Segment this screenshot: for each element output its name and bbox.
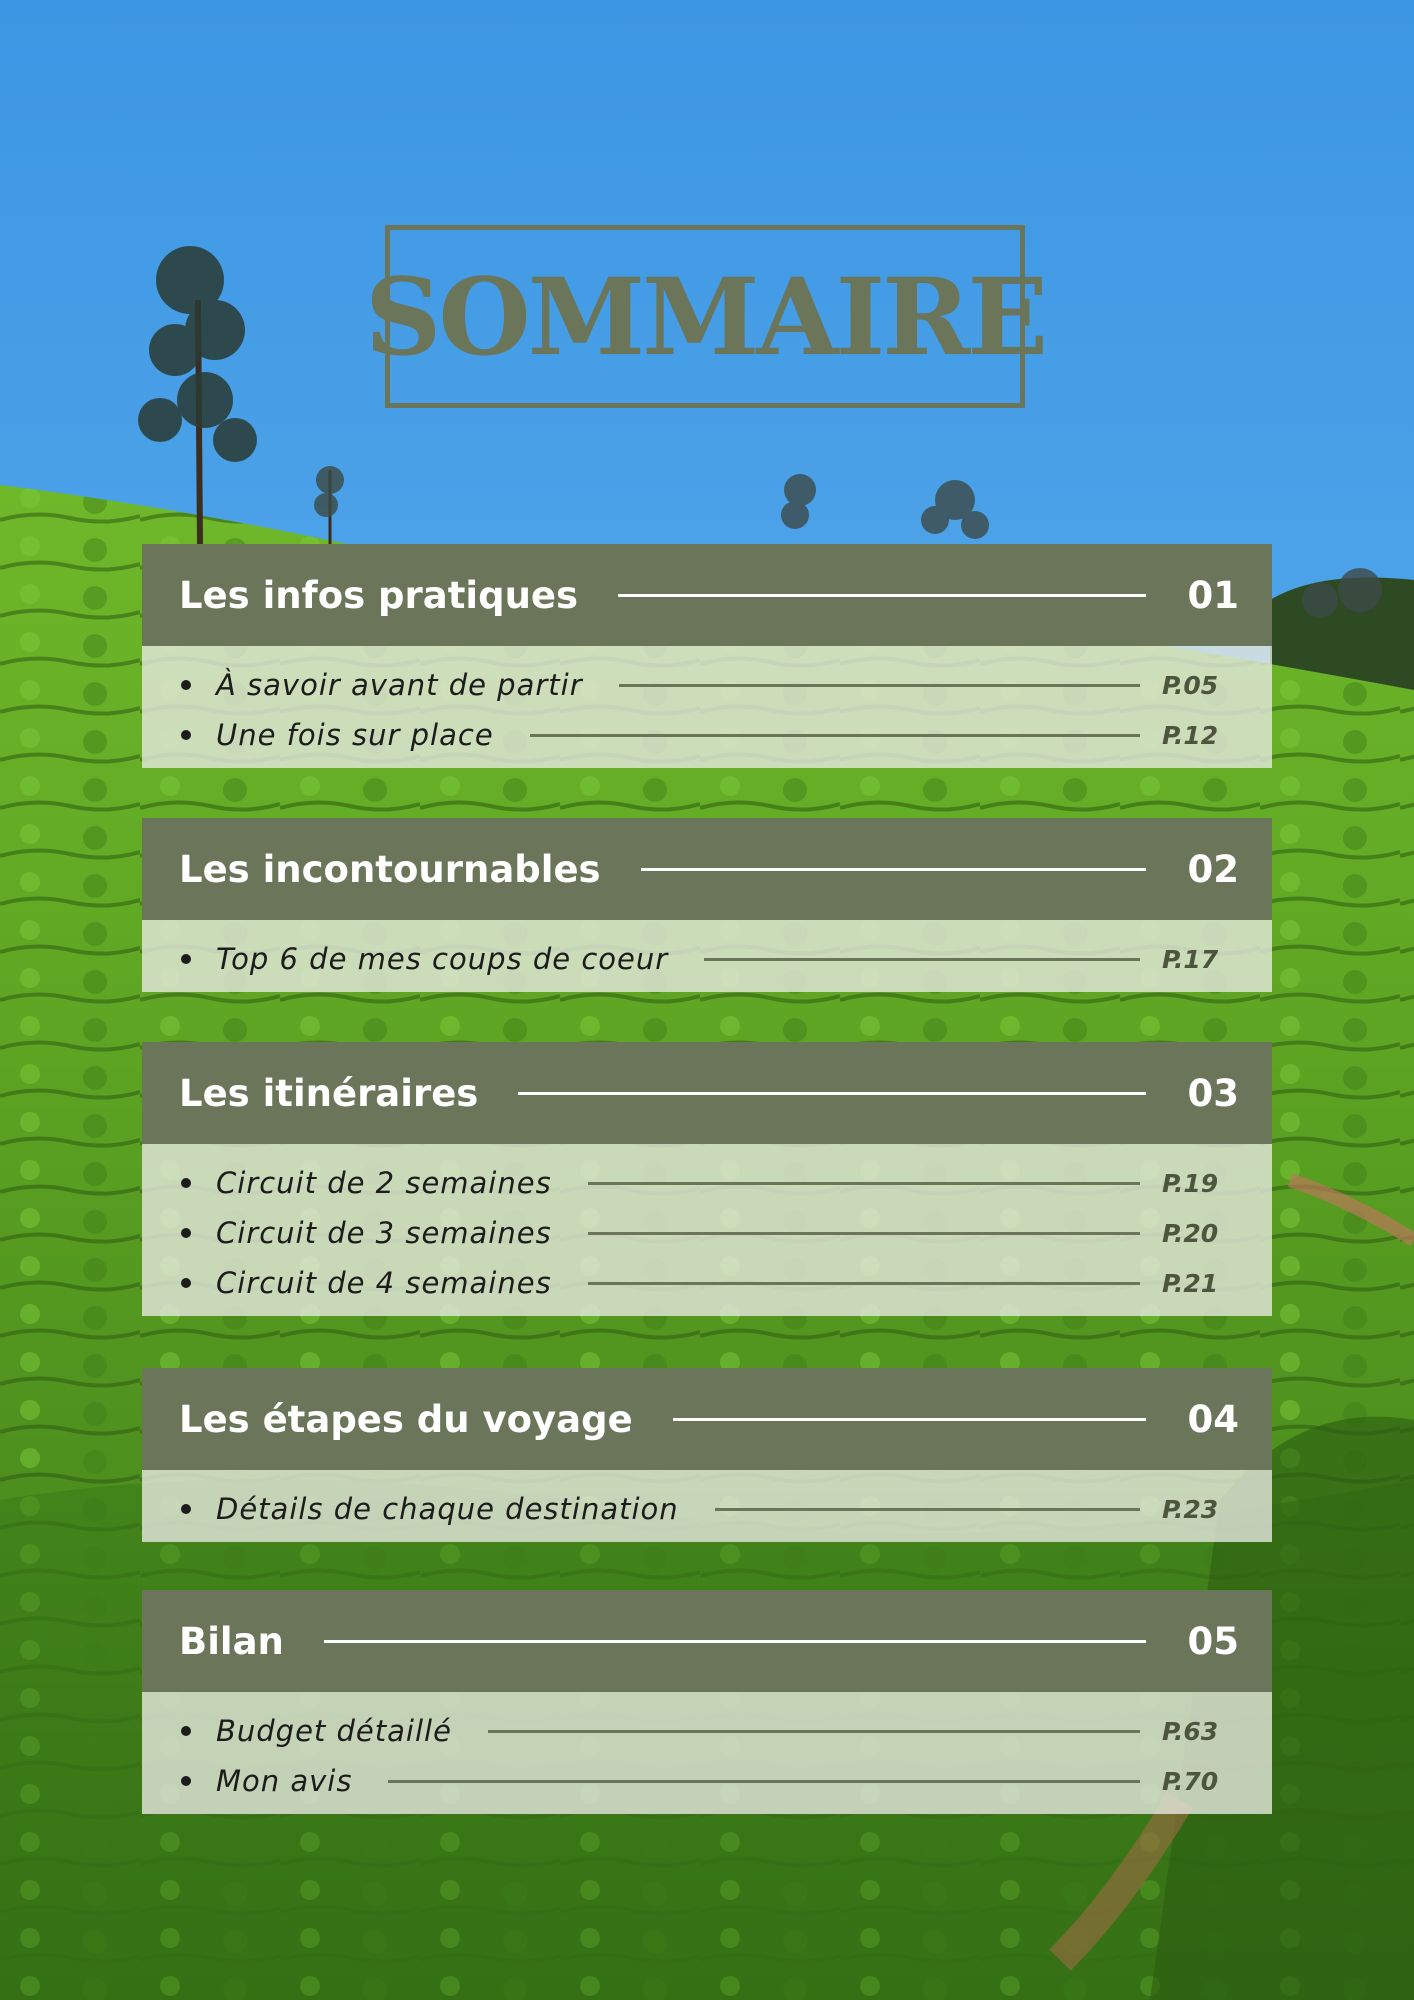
entry-label: Une fois sur place — [216, 718, 494, 752]
section-title: Les étapes du voyage — [179, 1397, 633, 1441]
toc-entry[interactable] — [142, 1484, 1272, 1534]
bullet-icon — [181, 730, 191, 740]
section-infos-pratiques — [142, 544, 1272, 768]
section-itineraires — [142, 1042, 1272, 1316]
entry-page: P.19 — [1162, 1168, 1219, 1198]
divider-line — [618, 594, 1145, 597]
section-title: Les itinéraires — [179, 1071, 479, 1115]
section-incontournables — [142, 818, 1272, 992]
divider-line — [641, 868, 1146, 871]
leader-line — [530, 734, 1140, 737]
toc-entry[interactable] — [142, 1208, 1272, 1258]
entry-page: P.05 — [1162, 670, 1219, 700]
entry-label: Top 6 de mes coups de coeur — [216, 942, 669, 976]
leader-line — [704, 958, 1140, 961]
section-header — [142, 818, 1272, 920]
entry-label: Budget détaillé — [216, 1714, 452, 1748]
divider-line — [518, 1092, 1145, 1095]
section-header — [142, 544, 1272, 646]
section-title: Les incontournables — [179, 847, 601, 891]
title-frame — [364, 225, 1046, 408]
section-entries — [142, 1692, 1272, 1814]
entry-page: P.17 — [1162, 944, 1219, 974]
section-number: 02 — [1187, 847, 1239, 891]
section-entries — [142, 646, 1272, 768]
toc-entry[interactable] — [142, 660, 1272, 710]
leader-line — [619, 684, 1140, 687]
bullet-icon — [181, 1228, 191, 1238]
leader-line — [715, 1508, 1140, 1511]
section-number: 04 — [1187, 1397, 1239, 1441]
toc-entry[interactable] — [142, 1756, 1272, 1806]
section-title: Les infos pratiques — [179, 573, 579, 617]
section-header — [142, 1590, 1272, 1692]
section-bilan — [142, 1590, 1272, 1814]
entry-page: P.21 — [1162, 1268, 1219, 1298]
leader-line — [588, 1182, 1140, 1185]
bullet-icon — [181, 1504, 191, 1514]
section-header — [142, 1368, 1272, 1470]
entry-page: P.63 — [1162, 1716, 1219, 1746]
leader-line — [488, 1730, 1140, 1733]
toc-entry[interactable] — [142, 1158, 1272, 1208]
section-header — [142, 1042, 1272, 1144]
entry-label: Circuit de 2 semaines — [216, 1166, 552, 1200]
leader-line — [588, 1282, 1140, 1285]
entry-page: P.23 — [1162, 1494, 1219, 1524]
divider-line — [673, 1418, 1146, 1421]
leader-line — [588, 1232, 1140, 1235]
entry-label: À savoir avant de partir — [216, 668, 583, 702]
entry-label: Circuit de 3 semaines — [216, 1216, 552, 1250]
toc-entry[interactable] — [142, 1258, 1272, 1308]
section-entries — [142, 1144, 1272, 1316]
toc-entry[interactable] — [142, 710, 1272, 760]
bullet-icon — [181, 1278, 191, 1288]
bullet-icon — [181, 680, 191, 690]
toc-entry[interactable] — [142, 1706, 1272, 1756]
section-etapes — [142, 1368, 1272, 1542]
section-title: Bilan — [179, 1619, 284, 1663]
section-number: 01 — [1187, 573, 1239, 617]
entry-label: Mon avis — [216, 1764, 353, 1798]
leader-line — [388, 1780, 1140, 1783]
section-entries — [142, 1470, 1272, 1542]
bullet-icon — [181, 1776, 191, 1786]
entry-page: P.12 — [1162, 720, 1219, 750]
entry-label: Circuit de 4 semaines — [216, 1266, 552, 1300]
bullet-icon — [181, 954, 191, 964]
section-number: 03 — [1187, 1071, 1239, 1115]
section-number: 05 — [1187, 1619, 1239, 1663]
section-entries — [142, 920, 1272, 992]
entry-page: P.70 — [1162, 1766, 1219, 1796]
entry-page: P.20 — [1162, 1218, 1219, 1248]
toc-entry[interactable] — [142, 934, 1272, 984]
divider-line — [324, 1640, 1146, 1643]
bullet-icon — [181, 1178, 191, 1188]
page-title: SOMMAIRE — [364, 253, 1046, 379]
bullet-icon — [181, 1726, 191, 1736]
entry-label: Détails de chaque destination — [216, 1492, 679, 1526]
